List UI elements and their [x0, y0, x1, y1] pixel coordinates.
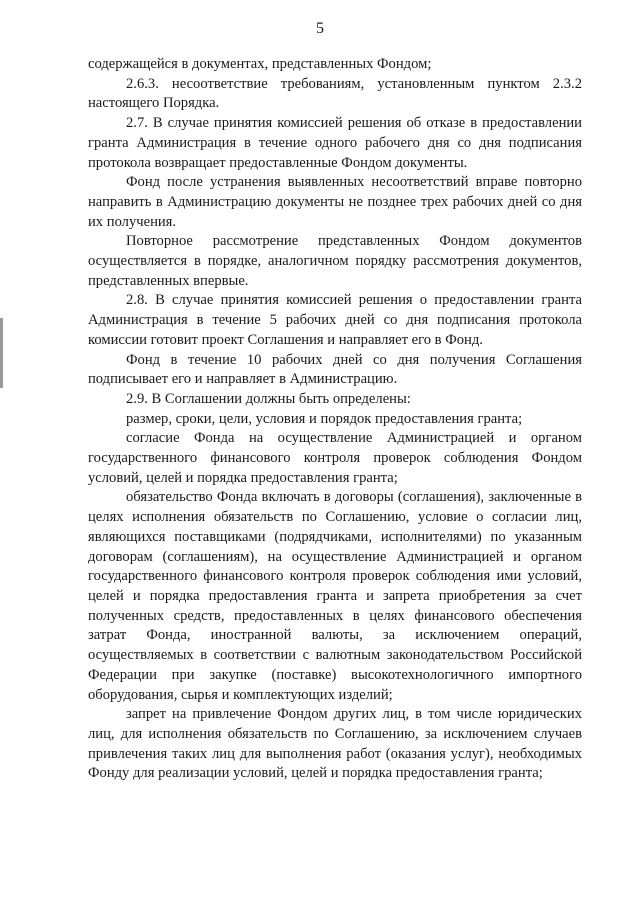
list-item-third-party-ban: запрет на привлечение Фондом других лиц, в том числе юридических лиц, для исполнения обязательств по Соглашению, за исключением случаев привлечения таких лиц для выполнения работ (оказания услуг), необходимых Фонду для реализации условий, целей и порядка предоставления гранта; — [88, 706, 582, 782]
paragraph-2-8: 2.8. В случае принятия комиссией решения о предоставлении гранта Администрация в течение 5 рабочих дней со дня подписания протокола комиссии готовит проект Соглашения и направляет его в Фонд. — [88, 292, 582, 348]
paragraph-2-9: 2.9. В Соглашении должны быть определены: — [126, 390, 411, 407]
page-number: 5 — [316, 20, 324, 37]
scan-edge-mark — [0, 318, 3, 388]
paragraph-fund-signing: Фонд в течение 10 рабочих дней со дня получения Соглашения подписывает его и направляет в Администрацию. — [88, 351, 582, 388]
paragraph-repeat-review: Повторное рассмотрение представленных Фондом документов осуществляется в порядке, аналогичном порядку рассмотрения документов, представленных впервые. — [88, 233, 582, 289]
paragraph-2-6-3: 2.6.3. несоответствие требованиям, установленным пунктом 2.3.2 настоящего Порядка. — [88, 75, 582, 112]
list-item-contract-obligation: обязательство Фонда включать в договоры (соглашения), заключенные в целях исполнения обязательств по Соглашению, условие о согласии лиц, являющихся поставщиками (подрядчиками, исполнителями) по указанным договорам (соглашениям), на осуществление Администрацией и органом государственного финансового контроля проверок соблюдения ими условий, целей и порядка предоставления гранта и запрета приобретения за счет полученных средств, предоставленных в целях финансового обеспечения затрат Фонда, иностранной валюты, за исключением операций, осуществляемых в соответствии с валютным законодательством Российской Федерации при закупке (поставке) высокотехнологичного импортного оборудования, сырья и комплектующих изделий; — [88, 489, 582, 703]
list-item-consent-to-audit: согласие Фонда на осуществление Администрацией и органом государственного финансового контроля проверок соблюдения Фондом условий, целей и порядка предоставления гранта; — [88, 430, 582, 486]
document-body — [88, 55, 582, 784]
list-item-grant-terms: размер, сроки, цели, условия и порядок предоставления гранта; — [126, 410, 523, 427]
paragraph-resubmission: Фонд после устранения выявленных несоответствий вправе повторно направить в Администрацию документы не позднее трех рабочих дней со дня их получения. — [88, 174, 582, 230]
paragraph-2-7: 2.7. В случае принятия комиссией решения об отказе в предоставлении гранта Администрация в течение одного рабочего дня со дня подписания протокола возвращает предоставленные Фондом документы. — [88, 115, 582, 171]
paragraph-continuation: содержащейся в документах, представленных Фондом; — [88, 56, 432, 72]
